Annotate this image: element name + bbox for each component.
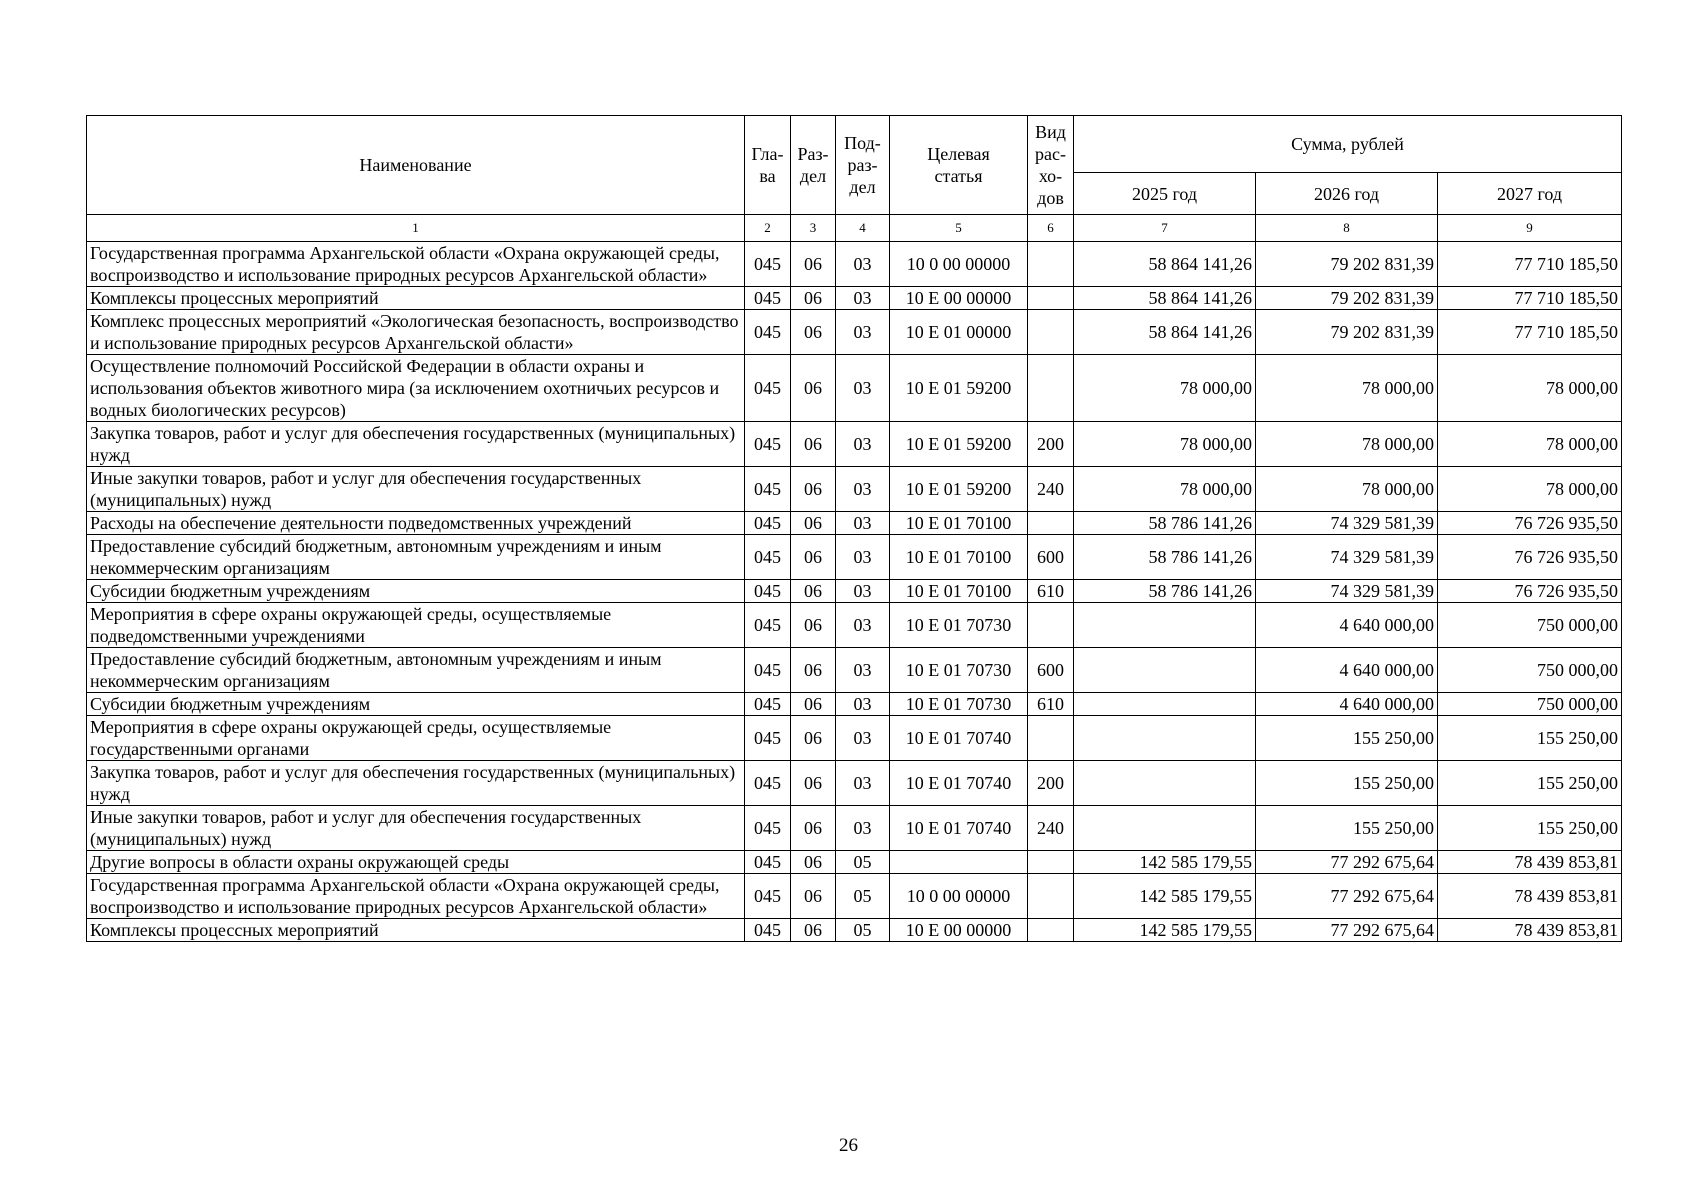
row-statya: 10 Е 01 70730 — [890, 693, 1028, 716]
row-name: Государственная программа Архангельской области «Охрана окружающей среды, воспроизводство и использование природных ресурсов Архангельской области» — [87, 242, 745, 287]
budget-table — [86, 115, 1622, 942]
row-amount-2025 — [1074, 716, 1256, 761]
row-name: Закупка товаров, работ и услуг для обеспечения государственных (муниципальных) нужд — [87, 761, 745, 806]
row-podrazdel: 03 — [836, 693, 890, 716]
row-glava: 045 — [745, 716, 791, 761]
row-name: Субсидии бюджетным учреждениям — [87, 580, 745, 603]
header-podrazdel: Под- раз- дел — [836, 116, 890, 215]
row-razdel: 06 — [791, 355, 836, 422]
row-razdel: 06 — [791, 851, 836, 874]
row-name: Мероприятия в сфере охраны окружающей среды, осуществляемые государственными органами — [87, 716, 745, 761]
row-razdel: 06 — [791, 716, 836, 761]
row-statya: 10 Е 01 00000 — [890, 310, 1028, 355]
row-amount-2027: 78 439 853,81 — [1438, 874, 1622, 919]
row-name: Субсидии бюджетным учреждениям — [87, 693, 745, 716]
row-glava: 045 — [745, 851, 791, 874]
row-glava: 045 — [745, 874, 791, 919]
row-podrazdel: 05 — [836, 874, 890, 919]
col-num-6: 6 — [1028, 215, 1074, 242]
row-amount-2027: 78 000,00 — [1438, 355, 1622, 422]
row-amount-2027: 78 000,00 — [1438, 467, 1622, 512]
row-statya — [890, 851, 1028, 874]
row-amount-2027: 76 726 935,50 — [1438, 512, 1622, 535]
header-year-2026: 2026 год — [1256, 173, 1438, 215]
row-statya: 10 Е 00 00000 — [890, 919, 1028, 942]
row-podrazdel: 05 — [836, 919, 890, 942]
table-row — [87, 603, 1622, 648]
row-razdel: 06 — [791, 648, 836, 693]
row-name: Осуществление полномочий Российской Федерации в области охраны и использования объектов животного мира (за исключением охотничьих ресурсов и водных биологических ресурсов) — [87, 355, 745, 422]
row-podrazdel: 03 — [836, 761, 890, 806]
row-amount-2026: 155 250,00 — [1256, 806, 1438, 851]
table-row — [87, 355, 1622, 422]
row-statya: 10 Е 01 59200 — [890, 467, 1028, 512]
table-row — [87, 874, 1622, 919]
row-razdel: 06 — [791, 874, 836, 919]
col-num-7: 7 — [1074, 215, 1256, 242]
row-name: Комплексы процессных мероприятий — [87, 919, 745, 942]
row-name: Государственная программа Архангельской области «Охрана окружающей среды, воспроизводство и использование природных ресурсов Архангельской области» — [87, 874, 745, 919]
table-row — [87, 310, 1622, 355]
row-amount-2026: 79 202 831,39 — [1256, 287, 1438, 310]
row-glava: 045 — [745, 242, 791, 287]
row-name: Закупка товаров, работ и услуг для обеспечения государственных (муниципальных) нужд — [87, 422, 745, 467]
table-row — [87, 648, 1622, 693]
col-num-9: 9 — [1438, 215, 1622, 242]
table-row — [87, 716, 1622, 761]
row-amount-2026: 74 329 581,39 — [1256, 580, 1438, 603]
row-amount-2025 — [1074, 806, 1256, 851]
row-name: Комплекс процессных мероприятий «Экологическая безопасность, воспроизводство и использование природных ресурсов Архангельской области» — [87, 310, 745, 355]
row-amount-2025: 142 585 179,55 — [1074, 874, 1256, 919]
table-row — [87, 851, 1622, 874]
row-amount-2025: 58 864 141,26 — [1074, 287, 1256, 310]
row-statya: 10 Е 01 70100 — [890, 512, 1028, 535]
row-amount-2027: 77 710 185,50 — [1438, 242, 1622, 287]
column-number-row — [87, 215, 1622, 242]
row-razdel: 06 — [791, 242, 836, 287]
row-vid — [1028, 287, 1074, 310]
row-amount-2026: 79 202 831,39 — [1256, 310, 1438, 355]
row-statya: 10 Е 01 70740 — [890, 716, 1028, 761]
row-vid — [1028, 919, 1074, 942]
row-amount-2027: 78 439 853,81 — [1438, 851, 1622, 874]
row-amount-2026: 4 640 000,00 — [1256, 603, 1438, 648]
row-razdel: 06 — [791, 422, 836, 467]
row-amount-2025: 78 000,00 — [1074, 422, 1256, 467]
row-razdel: 06 — [791, 603, 836, 648]
row-vid: 610 — [1028, 693, 1074, 716]
row-podrazdel: 03 — [836, 806, 890, 851]
row-vid — [1028, 851, 1074, 874]
row-amount-2026: 77 292 675,64 — [1256, 851, 1438, 874]
row-amount-2025: 142 585 179,55 — [1074, 919, 1256, 942]
row-podrazdel: 03 — [836, 355, 890, 422]
row-amount-2025: 78 000,00 — [1074, 355, 1256, 422]
row-glava: 045 — [745, 355, 791, 422]
row-amount-2025: 78 000,00 — [1074, 467, 1256, 512]
row-statya: 10 0 00 00000 — [890, 874, 1028, 919]
row-podrazdel: 03 — [836, 580, 890, 603]
table-row — [87, 535, 1622, 580]
row-razdel: 06 — [791, 512, 836, 535]
row-glava: 045 — [745, 512, 791, 535]
row-podrazdel: 03 — [836, 648, 890, 693]
row-statya: 10 Е 01 70100 — [890, 535, 1028, 580]
row-vid — [1028, 716, 1074, 761]
row-amount-2026: 77 292 675,64 — [1256, 919, 1438, 942]
row-vid: 200 — [1028, 761, 1074, 806]
row-vid — [1028, 310, 1074, 355]
header-razdel: Раз- дел — [791, 116, 836, 215]
row-name: Расходы на обеспечение деятельности подведомственных учреждений — [87, 512, 745, 535]
row-name: Другие вопросы в области охраны окружающей среды — [87, 851, 745, 874]
row-statya: 10 Е 01 70730 — [890, 603, 1028, 648]
row-amount-2025 — [1074, 761, 1256, 806]
row-amount-2027: 750 000,00 — [1438, 693, 1622, 716]
row-amount-2025 — [1074, 648, 1256, 693]
row-amount-2026: 77 292 675,64 — [1256, 874, 1438, 919]
header-name: Наименование — [87, 116, 745, 215]
row-razdel: 06 — [791, 580, 836, 603]
row-amount-2025: 58 864 141,26 — [1074, 242, 1256, 287]
header-glava: Гла- ва — [745, 116, 791, 215]
row-podrazdel: 03 — [836, 310, 890, 355]
row-glava: 045 — [745, 806, 791, 851]
col-num-3: 3 — [791, 215, 836, 242]
row-podrazdel: 03 — [836, 512, 890, 535]
row-amount-2026: 78 000,00 — [1256, 467, 1438, 512]
table-row — [87, 467, 1622, 512]
row-name: Комплексы процессных мероприятий — [87, 287, 745, 310]
row-amount-2027: 76 726 935,50 — [1438, 580, 1622, 603]
row-statya: 10 Е 01 70730 — [890, 648, 1028, 693]
row-razdel: 06 — [791, 806, 836, 851]
table-row — [87, 919, 1622, 942]
row-statya: 10 Е 01 70740 — [890, 806, 1028, 851]
row-amount-2026: 155 250,00 — [1256, 716, 1438, 761]
header-summa: Сумма, рублей — [1074, 116, 1622, 173]
row-amount-2026: 74 329 581,39 — [1256, 512, 1438, 535]
col-num-8: 8 — [1256, 215, 1438, 242]
row-vid — [1028, 355, 1074, 422]
row-vid — [1028, 603, 1074, 648]
row-amount-2025: 142 585 179,55 — [1074, 851, 1256, 874]
table-row — [87, 242, 1622, 287]
row-amount-2026: 4 640 000,00 — [1256, 648, 1438, 693]
row-amount-2025: 58 786 141,26 — [1074, 580, 1256, 603]
col-num-5: 5 — [890, 215, 1028, 242]
row-glava: 045 — [745, 648, 791, 693]
row-podrazdel: 03 — [836, 535, 890, 580]
row-glava: 045 — [745, 467, 791, 512]
table-row — [87, 422, 1622, 467]
row-podrazdel: 03 — [836, 422, 890, 467]
row-vid: 240 — [1028, 467, 1074, 512]
row-vid — [1028, 874, 1074, 919]
row-podrazdel: 03 — [836, 242, 890, 287]
row-vid: 600 — [1028, 648, 1074, 693]
row-glava: 045 — [745, 580, 791, 603]
row-razdel: 06 — [791, 467, 836, 512]
row-amount-2027: 155 250,00 — [1438, 806, 1622, 851]
row-amount-2025 — [1074, 693, 1256, 716]
row-name: Иные закупки товаров, работ и услуг для обеспечения государственных (муниципальных) нужд — [87, 467, 745, 512]
row-amount-2027: 750 000,00 — [1438, 603, 1622, 648]
row-razdel: 06 — [791, 287, 836, 310]
row-glava: 045 — [745, 287, 791, 310]
row-statya: 10 Е 01 70100 — [890, 580, 1028, 603]
col-num-2: 2 — [745, 215, 791, 242]
row-amount-2027: 78 439 853,81 — [1438, 919, 1622, 942]
table-row — [87, 761, 1622, 806]
row-razdel: 06 — [791, 919, 836, 942]
row-podrazdel: 03 — [836, 603, 890, 648]
row-vid — [1028, 512, 1074, 535]
row-vid — [1028, 242, 1074, 287]
row-statya: 10 Е 00 00000 — [890, 287, 1028, 310]
row-amount-2025: 58 864 141,26 — [1074, 310, 1256, 355]
row-amount-2027: 78 000,00 — [1438, 422, 1622, 467]
row-glava: 045 — [745, 535, 791, 580]
row-amount-2026: 155 250,00 — [1256, 761, 1438, 806]
row-razdel: 06 — [791, 693, 836, 716]
header-year-2025: 2025 год — [1074, 173, 1256, 215]
row-amount-2025 — [1074, 603, 1256, 648]
header-vid: Вид рас- хо- дов — [1028, 116, 1074, 215]
row-name: Предоставление субсидий бюджетным, автономным учреждениям и иным некоммерческим организациям — [87, 535, 745, 580]
row-amount-2027: 77 710 185,50 — [1438, 310, 1622, 355]
row-name: Мероприятия в сфере охраны окружающей среды, осуществляемые подведомственными учреждениями — [87, 603, 745, 648]
row-razdel: 06 — [791, 535, 836, 580]
row-statya: 10 Е 01 70740 — [890, 761, 1028, 806]
row-name: Предоставление субсидий бюджетным, автономным учреждениям и иным некоммерческим организациям — [87, 648, 745, 693]
row-glava: 045 — [745, 310, 791, 355]
row-amount-2027: 155 250,00 — [1438, 716, 1622, 761]
col-num-4: 4 — [836, 215, 890, 242]
row-amount-2026: 78 000,00 — [1256, 355, 1438, 422]
table-body — [87, 242, 1622, 942]
row-amount-2026: 4 640 000,00 — [1256, 693, 1438, 716]
row-amount-2027: 155 250,00 — [1438, 761, 1622, 806]
table-row — [87, 287, 1622, 310]
row-statya: 10 Е 01 59200 — [890, 422, 1028, 467]
row-vid: 200 — [1028, 422, 1074, 467]
row-razdel: 06 — [791, 761, 836, 806]
row-podrazdel: 05 — [836, 851, 890, 874]
row-statya: 10 0 00 00000 — [890, 242, 1028, 287]
table-row — [87, 512, 1622, 535]
row-glava: 045 — [745, 422, 791, 467]
row-vid: 610 — [1028, 580, 1074, 603]
col-num-1: 1 — [87, 215, 745, 242]
row-vid: 600 — [1028, 535, 1074, 580]
row-glava: 045 — [745, 761, 791, 806]
row-podrazdel: 03 — [836, 716, 890, 761]
row-glava: 045 — [745, 603, 791, 648]
row-name: Иные закупки товаров, работ и услуг для обеспечения государственных (муниципальных) нужд — [87, 806, 745, 851]
row-amount-2025: 58 786 141,26 — [1074, 535, 1256, 580]
page-number: 26 — [839, 1135, 858, 1156]
row-podrazdel: 03 — [836, 467, 890, 512]
row-amount-2027: 77 710 185,50 — [1438, 287, 1622, 310]
row-statya: 10 Е 01 59200 — [890, 355, 1028, 422]
row-amount-2027: 750 000,00 — [1438, 648, 1622, 693]
table-row — [87, 806, 1622, 851]
row-amount-2027: 76 726 935,50 — [1438, 535, 1622, 580]
row-vid: 240 — [1028, 806, 1074, 851]
row-podrazdel: 03 — [836, 287, 890, 310]
table-row — [87, 580, 1622, 603]
table-row — [87, 693, 1622, 716]
row-glava: 045 — [745, 919, 791, 942]
row-razdel: 06 — [791, 310, 836, 355]
row-amount-2026: 78 000,00 — [1256, 422, 1438, 467]
row-amount-2026: 74 329 581,39 — [1256, 535, 1438, 580]
row-amount-2026: 79 202 831,39 — [1256, 242, 1438, 287]
row-amount-2025: 58 786 141,26 — [1074, 512, 1256, 535]
header-statya: Целевая статья — [890, 116, 1028, 215]
header-year-2027: 2027 год — [1438, 173, 1622, 215]
row-glava: 045 — [745, 693, 791, 716]
